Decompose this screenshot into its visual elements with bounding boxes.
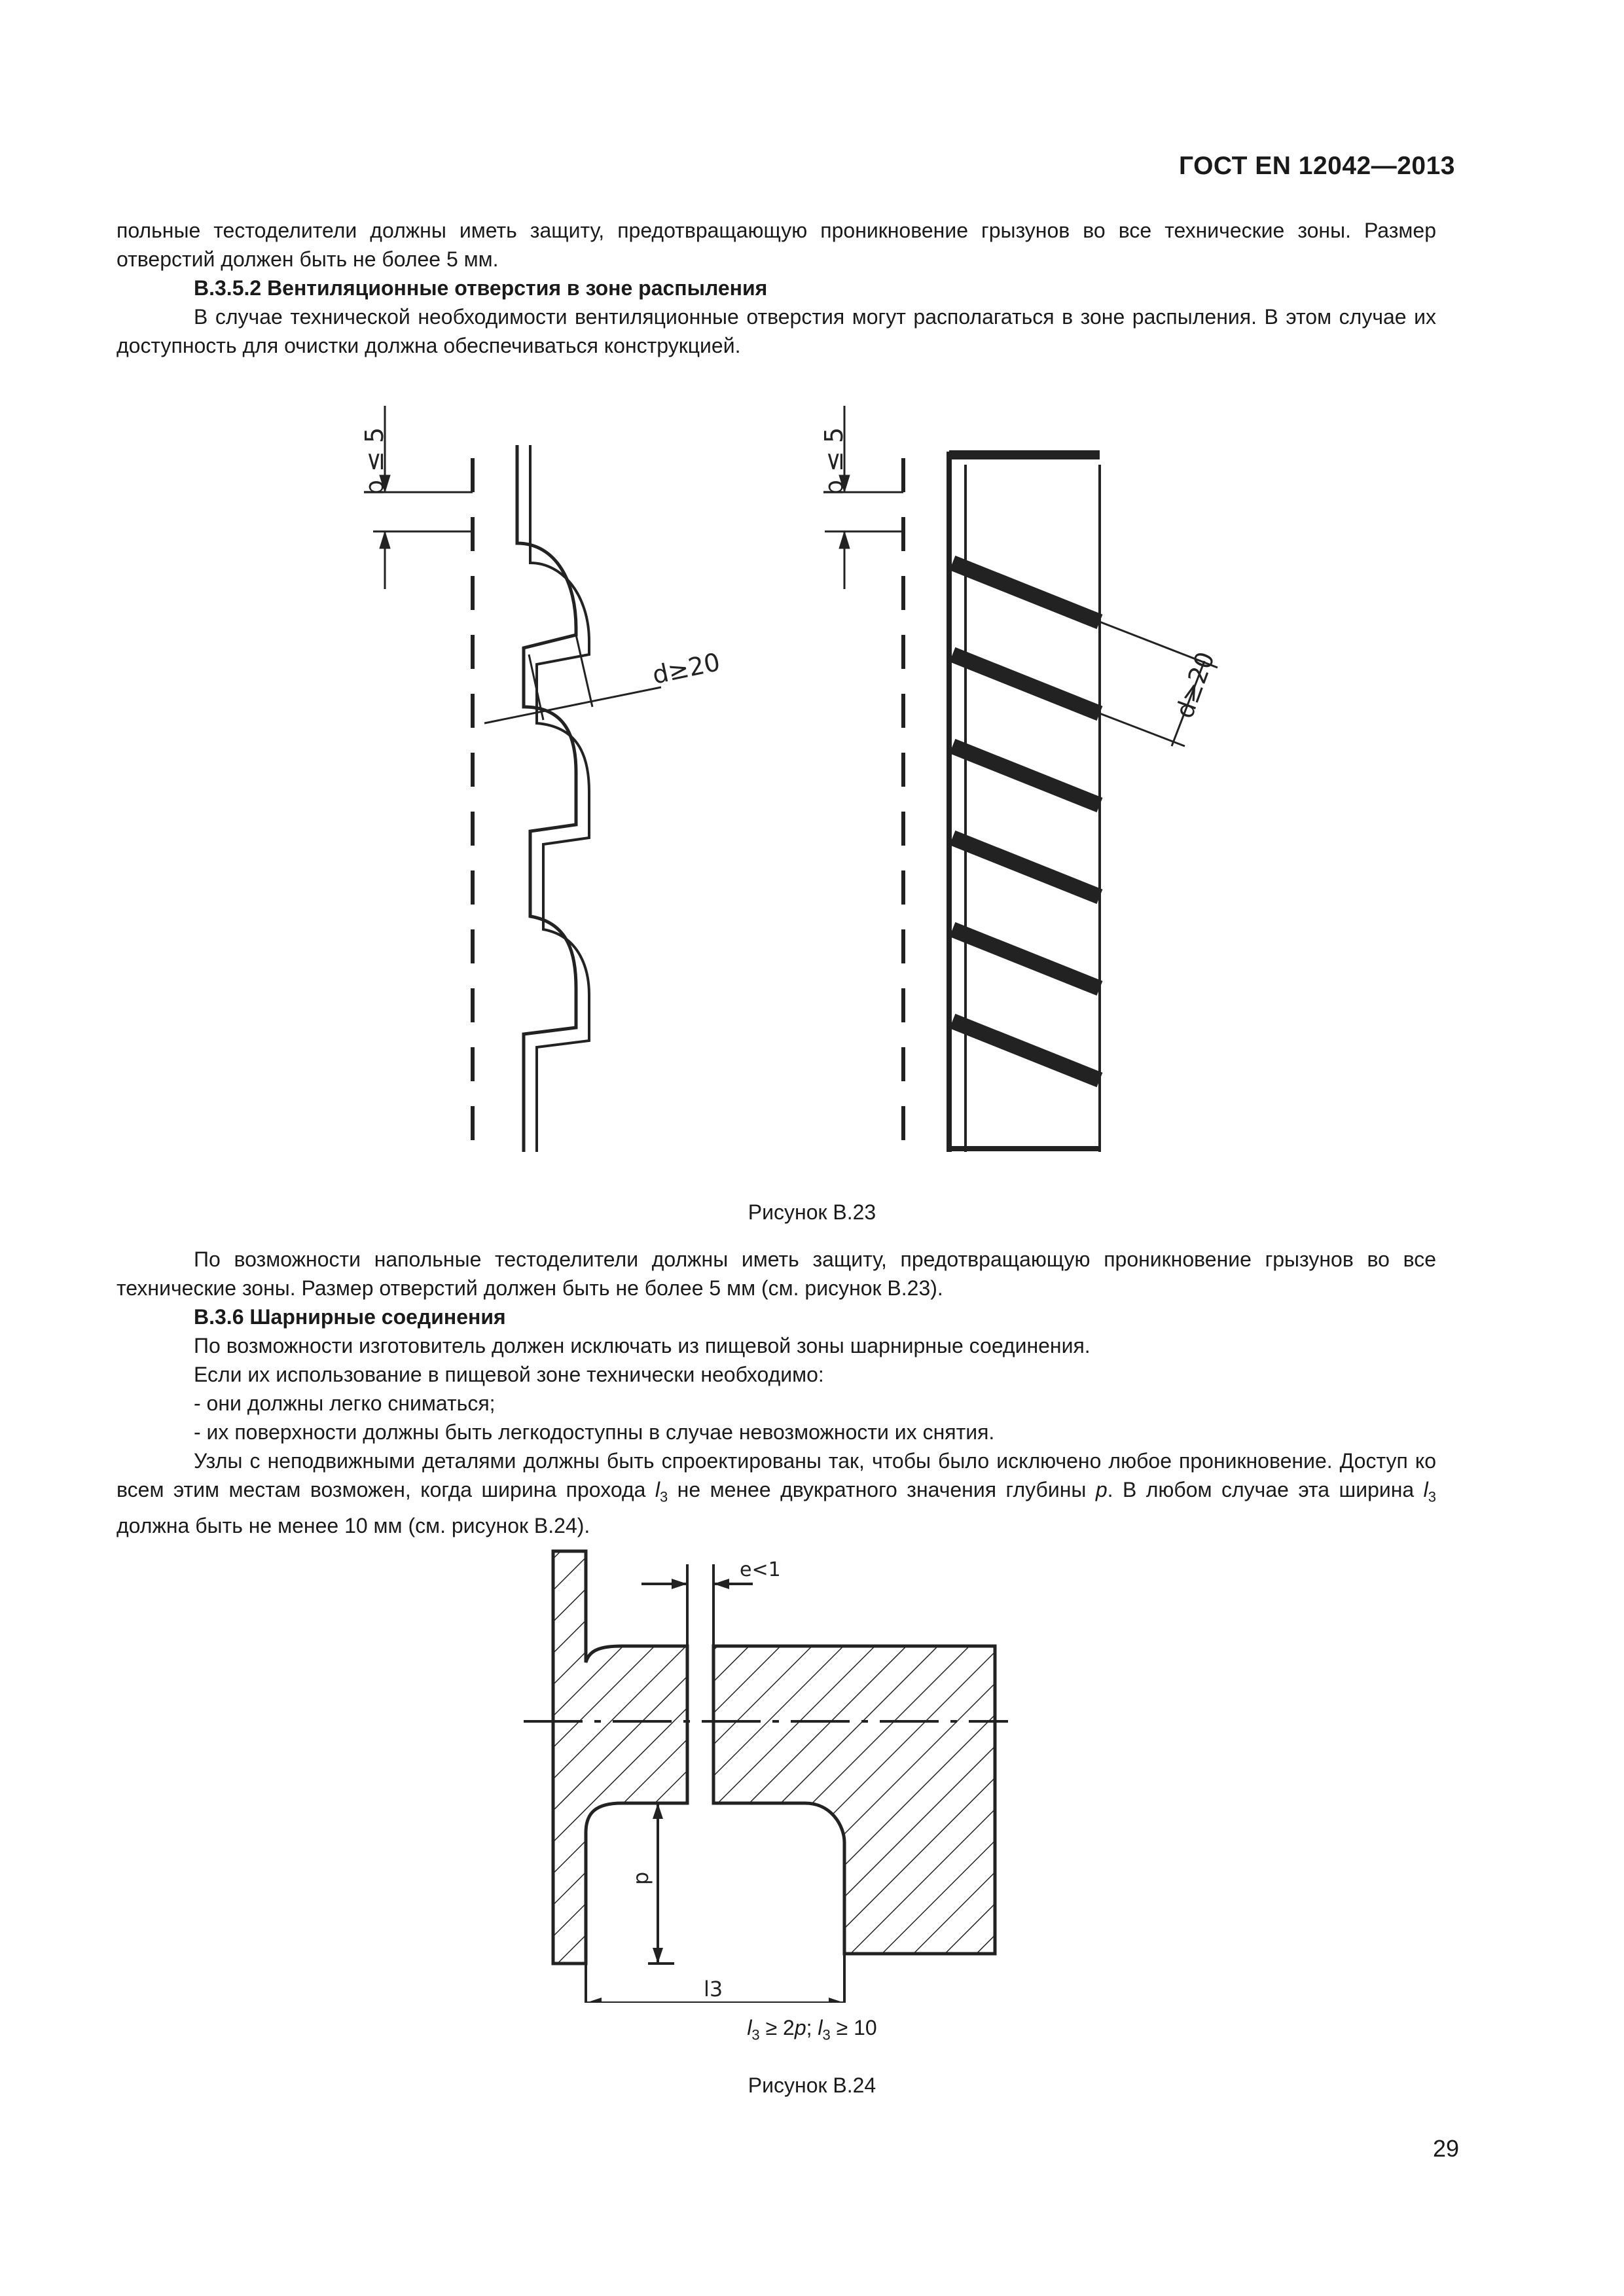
figure-b24-formula: $l_3 \ge 2p$; $l_3 \ge 10$: [747, 2016, 877, 2043]
hinge-paragraph: По возможности изготовитель должен исключать из пищевой зоны шарнирные соединения.: [194, 1334, 1091, 1357]
right-dim-d-label: d≥20: [1170, 647, 1221, 723]
left-dim-d-label: d≥20: [649, 647, 723, 690]
dim-p-label: p: [628, 1871, 653, 1885]
rodent-protection-paragraph: По возможности напольные тестоделители должны иметь защиту, предотвращающую проникновение грызунов во все технические зоны. Размер отверстий должен быть не более 5 мм (см. рисунок B.23).: [117, 1247, 1436, 1300]
hinge-condition-paragraph: Если их использование в пищевой зоне технически необходимо:: [194, 1363, 824, 1386]
right-slats: [952, 563, 1100, 1080]
page-number: 29: [1432, 2135, 1459, 2162]
figure-b24-caption: Рисунок B.24: [748, 2073, 876, 2097]
left-dim-b-label: b ≤ 5: [360, 427, 389, 496]
intro-paragraph: польные тестоделители должны иметь защиту, предотвращающую проникновение грызунов во все технические зоны. Размер отверстий должен быть не более 5 мм.: [117, 219, 1436, 271]
fixed-parts-paragraph: Узлы с неподвижными деталями должны быть спроектированы так, чтобы было исключено любое проникновение. Доступ ко всем этим местам возможен, когда ширина прохода $l_3$ не менее двукратного значения глубины p. В любом случае эта ширина $l_3$ должна быть не менее 10 мм (см. рисунок B.24).: [117, 1449, 1437, 1538]
dim-e-label: e<1: [740, 1558, 781, 1581]
figure-b24: [0, 1545, 1624, 2003]
vent-paragraph: В случае технической необходимости вентиляционные отверстия могут располагаться в зоне распыления. В этом случае их доступность для очистки должна обеспечиваться конструкцией.: [117, 305, 1436, 357]
figure-b23: [0, 367, 1624, 1217]
right-dim-b-label: b ≤ 5: [820, 427, 848, 496]
section-heading-b352: B.3.5.2 Вентиляционные отверстия в зоне распыления: [194, 276, 768, 300]
section-heading-b36: B.3.6 Шарнирные соединения: [194, 1305, 506, 1329]
figure-b23-caption: Рисунок B.23: [748, 1200, 876, 1224]
dim-l3-label: l3: [704, 1977, 723, 2001]
document-header: ГОСТ EN 12042—2013: [1178, 152, 1455, 180]
list-item: - они должны легко сниматься;: [194, 1391, 496, 1415]
list-item: - их поверхности должны быть легкодоступны в случае невозможности их снятия.: [194, 1420, 995, 1444]
